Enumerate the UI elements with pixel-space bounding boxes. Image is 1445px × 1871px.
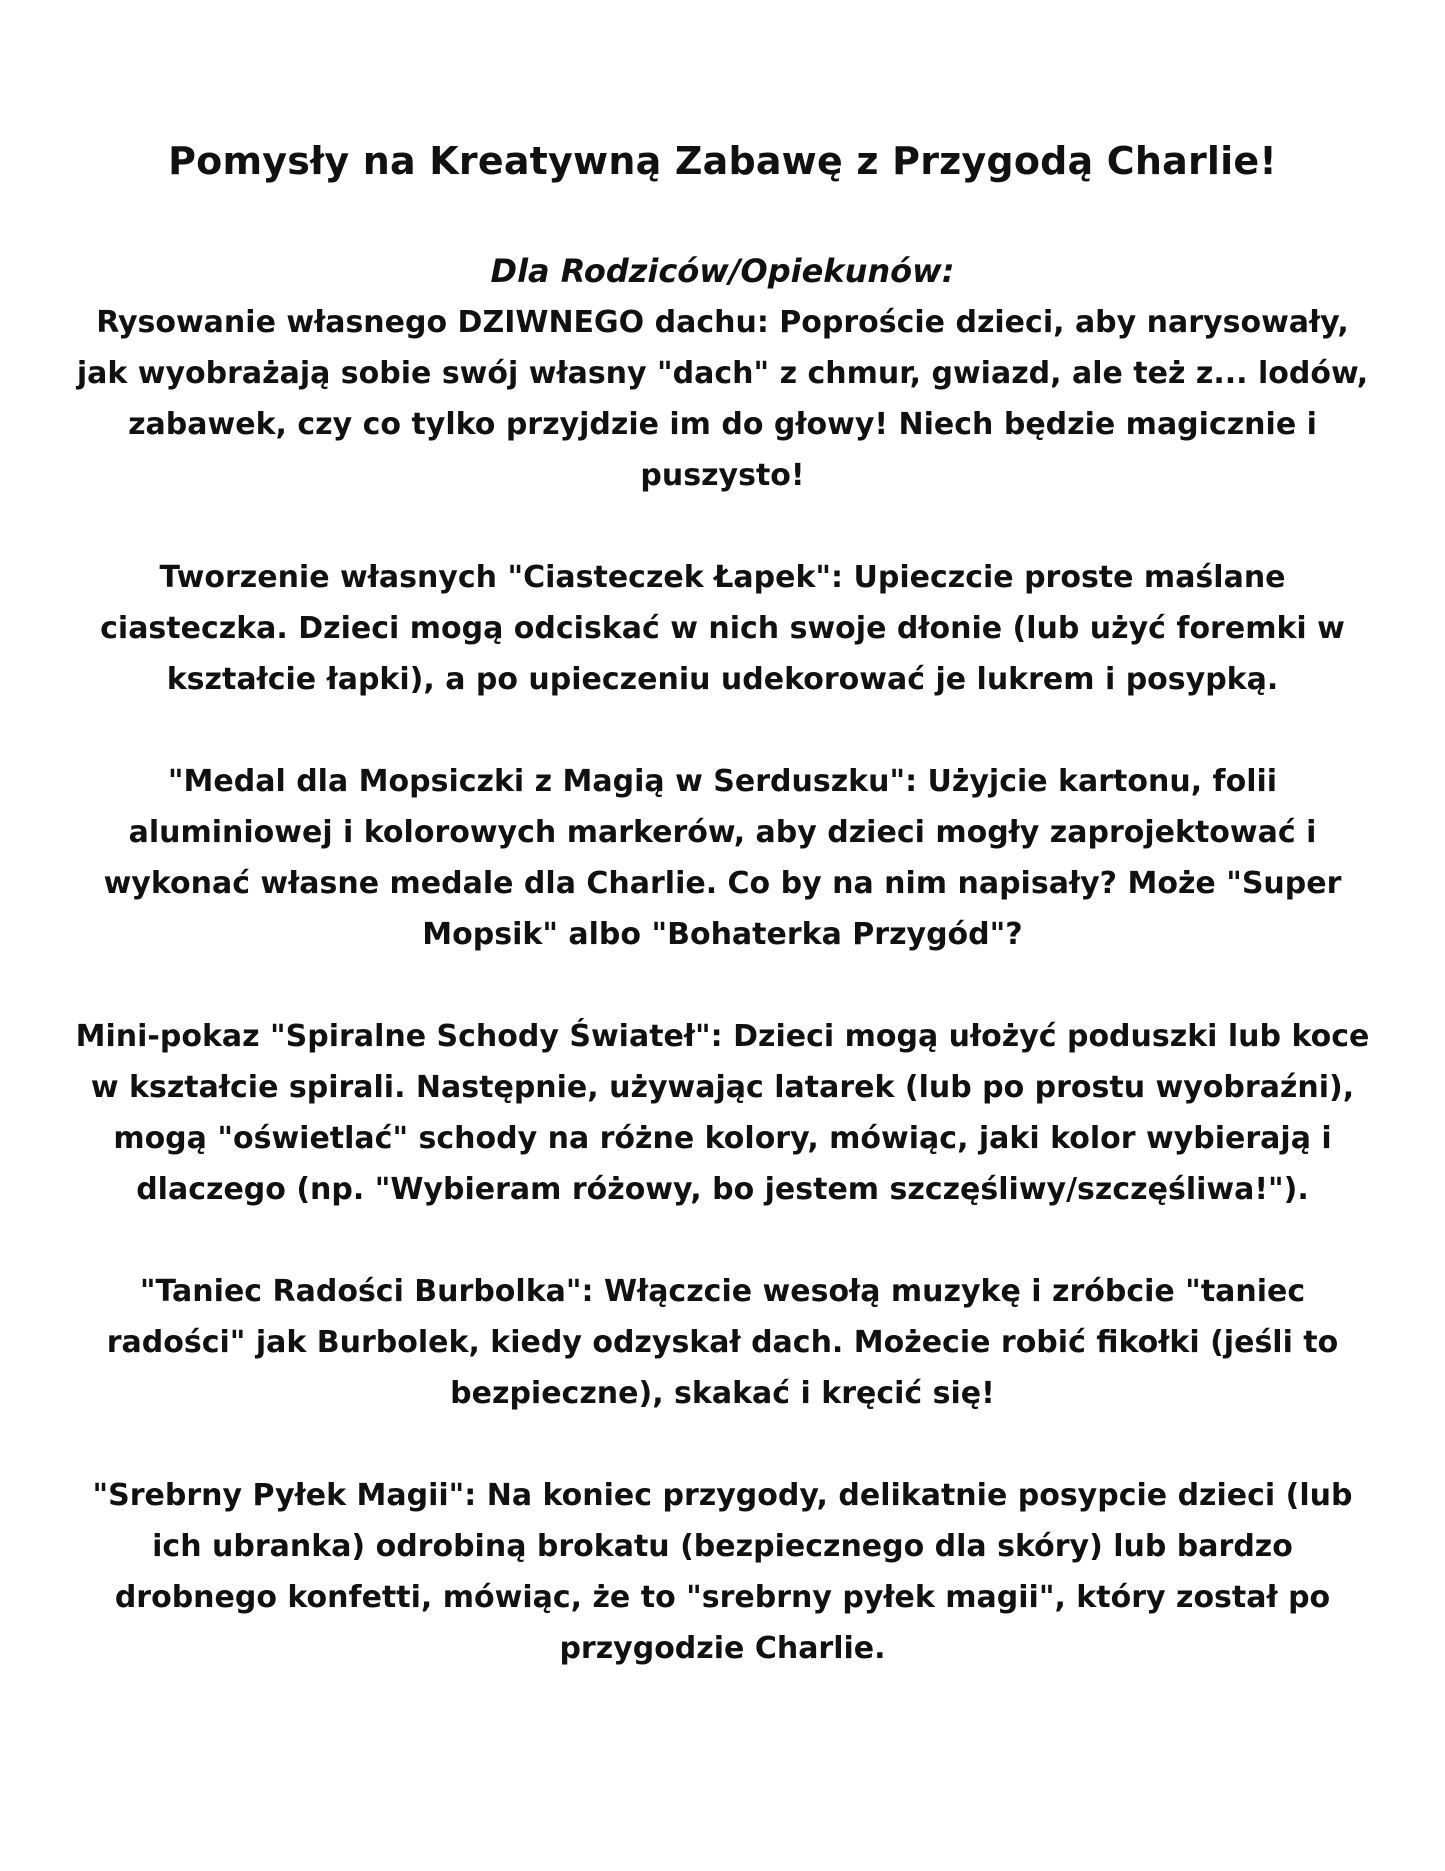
idea-paragraph-joy-dance: "Taniec Radości Burbolka": Włączcie wesołą muzykę i zróbcie "taniec radości" jak Burbolek, kiedy odzyskał dach. Możecie robić fikołki (jeśli to bezpieczne), skakać i kręcić się!: [106, 1274, 1339, 1411]
idea-paragraph-roof-drawing: Rysowanie własnego DZIWNEGO dachu: Poproście dzieci, aby narysowały, jak wyobrażają sobie swój własny "dach" z chmur, gwiazd, ale też z... lodów, zabawek, czy co tylko przyjdzie im do głowy! Niech będzie magicznie i puszysto!: [76, 305, 1369, 493]
page-title: Pomysły na Kreatywną Zabawę z Przygodą Charlie!: [168, 139, 1277, 183]
document-body: [70, 246, 1375, 1674]
idea-paragraph-magic-dust: "Srebrny Pyłek Magii": Na koniec przygody, delikatnie posypcie dzieci (lub ich ubranka) odrobiną brokatu (bezpiecznego dla skóry) lub bardzo drobnego konfetti, mówiąc, że to "srebrny pyłek magii", który został po przygodzie Charlie.: [92, 1478, 1353, 1666]
idea-paragraph-paw-cookies: Tworzenie własnych "Ciasteczek Łapek": Upieczcie proste maślane ciasteczka. Dzieci mogą odciskać w nich swoje dłonie (lub użyć foremki w kształcie łapki), a po upieczeniu udekorować je lukrem i posypką.: [100, 560, 1345, 697]
audience-subtitle: Dla Rodziców/Opiekunów:: [490, 252, 955, 290]
idea-paragraph-medal: "Medal dla Mopsiczki z Magią w Serduszku": Użyjcie kartonu, folii aluminiowej i kolorowych markerów, aby dzieci mogły zaprojektować i wykonać własne medale dla Charlie. Co by na nim napisały? Może "Super Mopsik" albo "Bohaterka Przygód"?: [103, 764, 1342, 952]
idea-paragraph-spiral-stairs: Mini-pokaz "Spiralne Schody Świateł": Dzieci mogą ułożyć poduszki lub koce w kształcie spirali. Następnie, używając latarek (lub po prostu wyobraźni), mogą "oświetlać" schody na różne kolory, mówiąc, jaki kolor wybierają i dlaczego (np. "Wybieram różowy, bo jestem szczęśliwy/szczęśliwa!").: [75, 1019, 1370, 1207]
